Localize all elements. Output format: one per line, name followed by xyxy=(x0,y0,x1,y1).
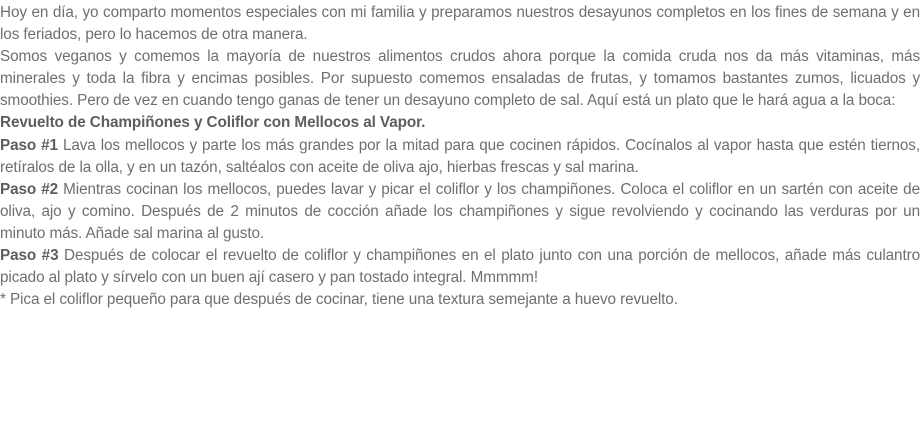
step-1-text: Lava los mellocos y parte los más grandes por la mitad para que cocinen rápidos. Cocínalos al vapor hasta que estén tiernos, retíralos de la olla, y en un tazón, saltéalos con aceite de oliva ajo, hierbas frescas y sal marina. xyxy=(0,136,920,176)
step-1 xyxy=(0,135,920,179)
step-2 xyxy=(0,179,920,245)
step-3 xyxy=(0,245,920,289)
recipe-title: Revuelto de Champiñones y Coliflor con Mellocos al Vapor. xyxy=(0,114,426,132)
step-3-text: Después de colocar el revuelto de coliflor y champiñones en el plato junto con una porción de mellocos, añade más culantro picado al plato y sírvelo con un buen ají casero y pan tostado integral. Mmmmm! xyxy=(0,247,920,287)
step-2-text: Mientras cocinan los mellocos, puedes lavar y picar el coliflor y los champiñones. Coloca el coliflor en un sartén con aceite de oliva, ajo y comino. Después de 2 minutos de cocción añade los champiñones y sigue revolviendo y cocinando las verduras por un minuto más. Añade sal marina al gusto. xyxy=(0,180,920,242)
step-2-label: Paso #2 xyxy=(0,180,59,198)
vegan-paragraph: Somos veganos y comemos la mayoría de nuestros alimentos crudos ahora porque la comida cruda nos da más vitaminas, más minerales y toda la fibra y encimas posibles. Por supuesto comemos ensaladas de frutas, y tomamos bastantes zumos, licuados y smoothies. Pero de vez en cuando tengo ganas de tener un desayuno completo de sal. Aquí está un plato que le hará agua a la boca: xyxy=(0,48,920,110)
tip-note: * Pica el coliflor pequeño para que después de cocinar, tiene una textura semejante a huevo revuelto. xyxy=(0,291,678,309)
step-1-label: Paso #1 xyxy=(0,136,58,154)
intro-paragraph: Hoy en día, yo comparto momentos especiales con mi familia y preparamos nuestros desayunos completos en los fines de semana y en los feriados, pero lo hacemos de otra manera. xyxy=(0,4,920,44)
step-3-label: Paso #3 xyxy=(0,247,59,265)
